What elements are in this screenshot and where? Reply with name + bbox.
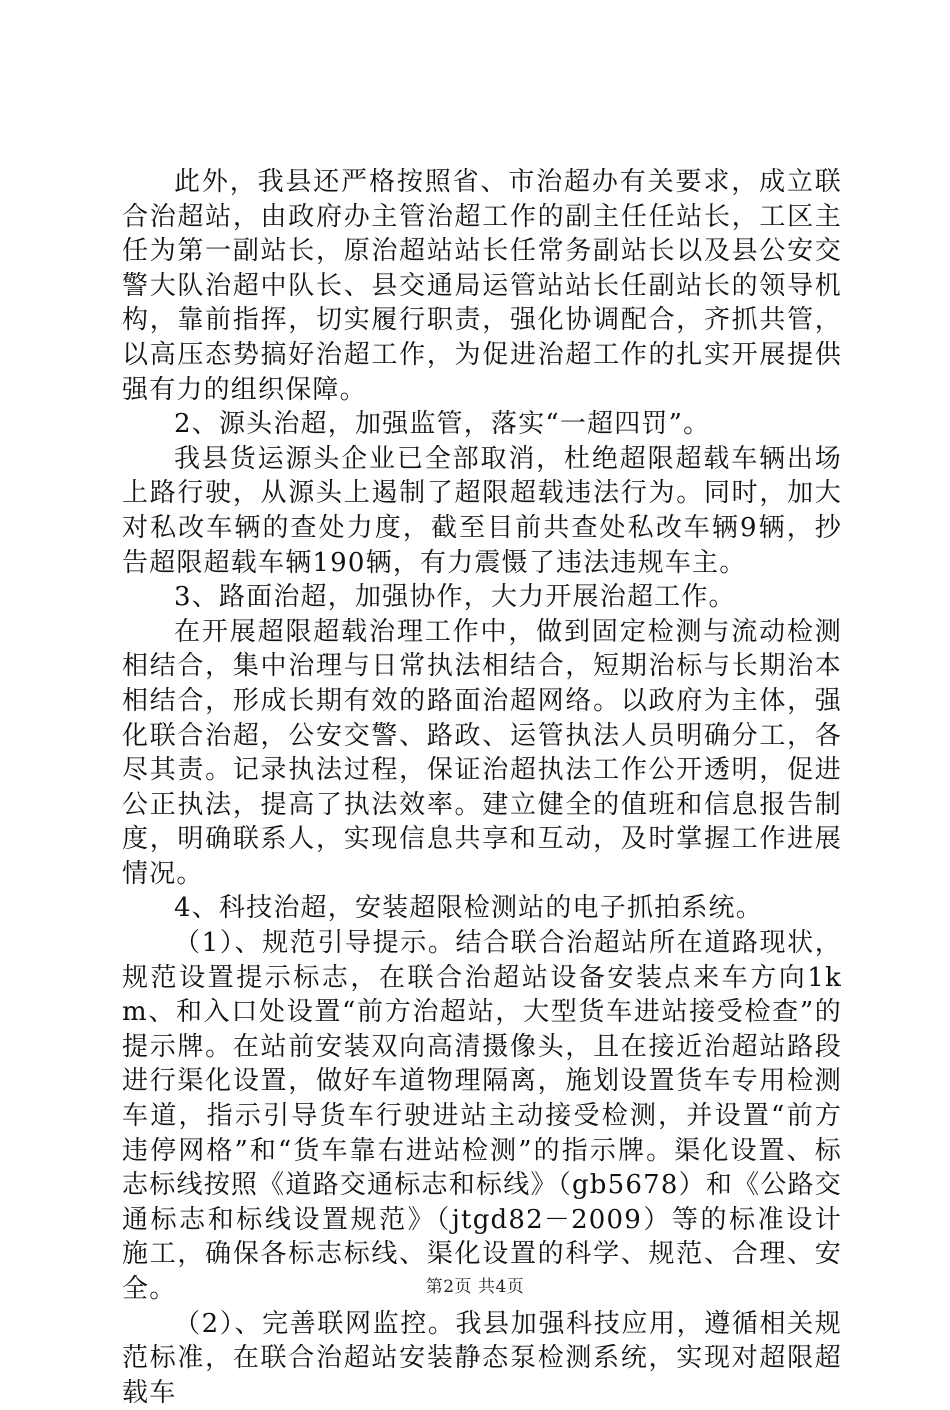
- paragraph-road-control: 在开展超限超载治理工作中，做到固定检测与流动检测相结合，集中治理与日常执法相结合，短期治标与长期治本相结合，形成长期有效的路面治超网络。以政府为主体，强化联合治超，公安交警、路政、运管执法人员明确分工，各尽其责。记录执法过程，保证治超执法工作公开透明，促进公正执法，提高了执法效率。建立健全的值班和信息报告制度，明确联系人，实现信息共享和互动，及时掌握工作进展情况。: [122, 616, 842, 889]
- paragraph-guidance-signs: （1）、规范引导提示。结合联合治超站所在道路现状，规范设置提示标志，在联合治超站设备安装点来车方向1km、和入口处设置“前方治超站，大型货车进站接受检查”的提示牌。在站前安装双向高清摄像头，且在接近治超站路段进行渠化设置，做好车道物理隔离，施划设置货车专用检测车道，指示引导货车行驶进站主动接受检测，并设置“前方违停网格”和“货车靠右进站检测”的指示牌。渠化设置、标志标线按照《道路交通标志和标线》（gb5678）和《公路交通标志和标线设置规范》（jtgd82－2009）等的标准设计施工，确保各标志标线、渠化设置的科学、规范、合理、安全。: [122, 928, 842, 1304]
- paragraph-source-control: 我县货运源头企业已全部取消，杜绝超限超载车辆出场上路行驶，从源头上遏制了超限超载违法行为。同时，加大对私改车辆的查处力度，截至目前共查处私改车辆9辆，抄告超限超载车辆190辆，有力震慑了违法违规车主。: [122, 443, 842, 578]
- section-heading-tech-control: 4、科技治超，安装超限检测站的电子抓拍系统。: [174, 893, 763, 924]
- section-heading-road-control: 3、路面治超，加强协作，大力开展治超工作。: [174, 582, 736, 613]
- page-number-footer: 第2页 共4页: [425, 1277, 525, 1297]
- document-body: [122, 165, 842, 1410]
- paragraph-joint-station: 此外，我县还严格按照省、市治超办有关要求，成立联合治超站，由政府办主管治超工作的副主任任站长，工区主任为第一副站长，原治超站站长任常务副站长以及县公安交警大队治超中队长、县交通局运管站站长任副站长的领导机构，靠前指挥，切实履行职责，强化协调配合，齐抓共管，以高压态势搞好治超工作，为促进治超工作的扎实开展提供强有力的组织保障。: [122, 167, 842, 405]
- paragraph-network-monitoring: （2）、完善联网监控。我县加强科技应用，遵循相关规范标准，在联合治超站安装静态泵检测系统，实现对超限超载车: [122, 1308, 842, 1408]
- section-heading-source-control: 2、源头治超，加强监管，落实“一超四罚”。: [174, 409, 711, 440]
